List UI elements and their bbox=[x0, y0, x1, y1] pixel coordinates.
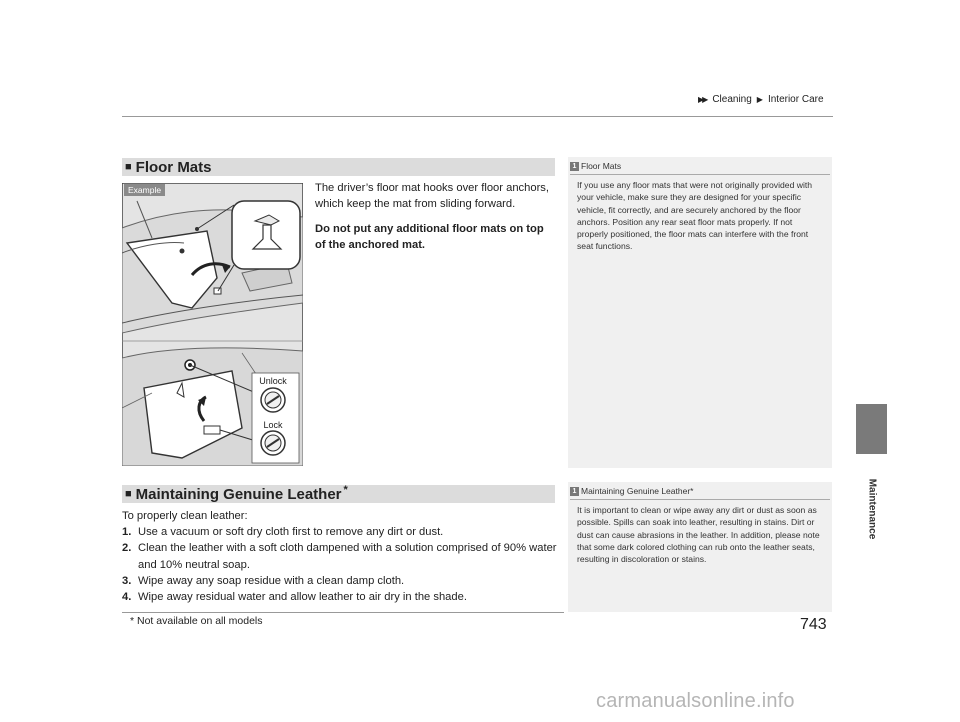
page-number: 743 bbox=[800, 616, 827, 633]
list-item bbox=[122, 589, 562, 605]
step-text: Wipe away residual water and allow leather to air dry in the shade. bbox=[138, 591, 467, 604]
breadcrumb-interior-care[interactable]: Interior Care bbox=[767, 94, 824, 105]
section-tab-label[interactable] bbox=[856, 454, 887, 564]
leather-note bbox=[568, 482, 832, 612]
section-tab-text: Maintenance bbox=[866, 478, 877, 540]
floor-mats-description: The driver’s floor mat hooks over floor anchors, which keep the mat from sliding forward. bbox=[315, 182, 550, 210]
step-text: Use a vacuum or soft dry cloth first to remove any dirt or dust. bbox=[138, 526, 444, 539]
leather-note-title: Maintaining Genuine Leather* bbox=[581, 486, 694, 496]
note-number-icon: 1 bbox=[570, 487, 579, 496]
note-number-icon: 1 bbox=[570, 162, 579, 171]
floor-mats-title: Floor Mats bbox=[135, 158, 212, 176]
leather-title: Maintaining Genuine Leather bbox=[135, 485, 342, 503]
floor-mats-body bbox=[315, 181, 555, 254]
leather-heading bbox=[122, 485, 555, 503]
step-number: 3. bbox=[122, 574, 132, 587]
step-number: 4. bbox=[122, 591, 132, 604]
arrow-right-icon: ▶ bbox=[756, 95, 763, 104]
step-text: Clean the leather with a soft cloth dampened with a solution comprised of 90% water and 10% neutral soap. bbox=[138, 542, 557, 571]
footnote-star[interactable]: * bbox=[343, 484, 348, 496]
list-item bbox=[122, 573, 562, 589]
floor-mats-heading bbox=[122, 158, 555, 176]
step-number: 1. bbox=[122, 526, 132, 539]
leather-note-text: It is important to clean or wipe away any dirt or dust as soon as possible. Spills can soak into leather, resulting in stains. Dirt or dust can cause abrasions in the leather. In addition, please note that some dark colored clothing can rub onto the leather seats, resulting in discoloration or stains. bbox=[577, 505, 820, 565]
section-tab-marker bbox=[856, 404, 887, 454]
floor-mats-note-title: Floor Mats bbox=[581, 161, 622, 171]
double-arrow-icon: ▶▶ bbox=[698, 95, 707, 104]
floor-mats-note-text: If you use any floor mats that were not originally provided with your vehicle, make sure they are designed for your specific vehicle, fit correctly, and are securely anchored by the floor anchors. Position any rear seat floor mats properly. If not properly positioned, the floor mats can interfere with the front seat functions. bbox=[577, 180, 813, 252]
floor-mats-warning: Do not put any additional floor mats on top of the anchored mat. bbox=[315, 223, 544, 252]
step-number: 2. bbox=[122, 542, 132, 555]
square-bullet-icon: ■ bbox=[125, 161, 132, 173]
leather-steps bbox=[122, 524, 562, 605]
watermark: carmanualsonline.info bbox=[596, 690, 795, 712]
footnote: * Not available on all models bbox=[130, 615, 263, 627]
list-item bbox=[122, 524, 562, 540]
breadcrumb-cleaning[interactable]: Cleaning bbox=[712, 94, 752, 105]
list-item bbox=[122, 540, 562, 572]
step-text: Wipe away any soap residue with a clean damp cloth. bbox=[138, 574, 405, 587]
header-divider bbox=[122, 116, 833, 117]
floor-mat-anchor-illustration bbox=[122, 183, 303, 466]
lock-label: Lock bbox=[263, 420, 283, 430]
unlock-label: Unlock bbox=[259, 376, 287, 386]
leather-intro: To properly clean leather: bbox=[122, 510, 248, 522]
footnote-divider bbox=[122, 612, 564, 613]
floor-mats-note bbox=[568, 157, 832, 468]
leather-body bbox=[122, 508, 562, 605]
example-badge: Example bbox=[124, 184, 165, 196]
square-bullet-icon: ■ bbox=[125, 488, 132, 500]
breadcrumb bbox=[698, 94, 824, 105]
